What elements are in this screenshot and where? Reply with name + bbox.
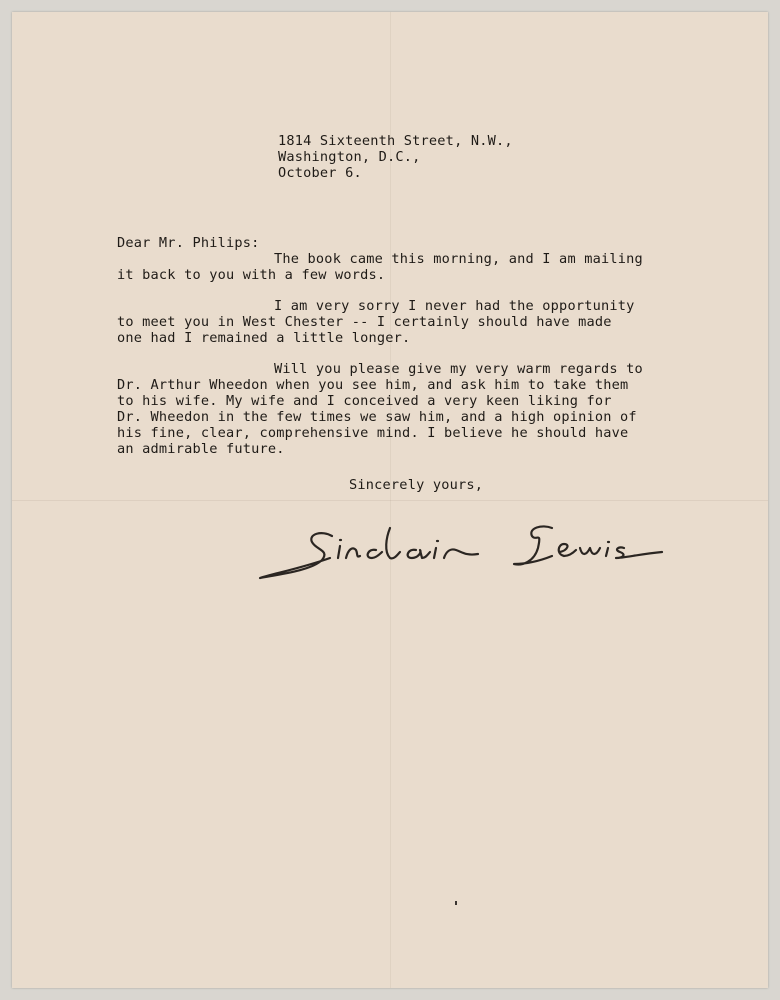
- paragraph-3-line-6: an admirable future.: [117, 441, 285, 457]
- paragraph-3-line-3: to his wife. My wife and I conceived a very keen liking for: [117, 393, 612, 409]
- address-line-2: Washington, D.C.,: [278, 149, 421, 165]
- salutation: Dear Mr. Philips:: [117, 235, 260, 251]
- closing: Sincerely yours,: [349, 477, 484, 493]
- paragraph-2-line-2: to meet you in West Chester -- I certainly should have made: [117, 314, 612, 330]
- paragraph-1-line-1: The book came this morning, and I am mailing: [274, 251, 643, 267]
- paragraph-3-line-4: Dr. Wheedon in the few times we saw him, and a high opinion of: [117, 409, 637, 425]
- ink-mark: [455, 901, 457, 905]
- paragraph-3-line-2: Dr. Arthur Wheedon when you see him, and ask him to take them: [117, 377, 629, 393]
- paragraph-3-line-1: Will you please give my very warm regards to: [274, 361, 643, 377]
- letter-page: [12, 12, 768, 988]
- address-line-1: 1814 Sixteenth Street, N.W.,: [278, 133, 513, 149]
- paragraph-3-line-5: his fine, clear, comprehensive mind. I believe he should have: [117, 425, 629, 441]
- paragraph-2-line-1: I am very sorry I never had the opportunity: [274, 298, 635, 314]
- handwritten-signature: [252, 508, 692, 588]
- date-line: October 6.: [278, 165, 362, 181]
- paragraph-1-line-2: it back to you with a few words.: [117, 267, 386, 283]
- paragraph-2-line-3: one had I remained a little longer.: [117, 330, 411, 346]
